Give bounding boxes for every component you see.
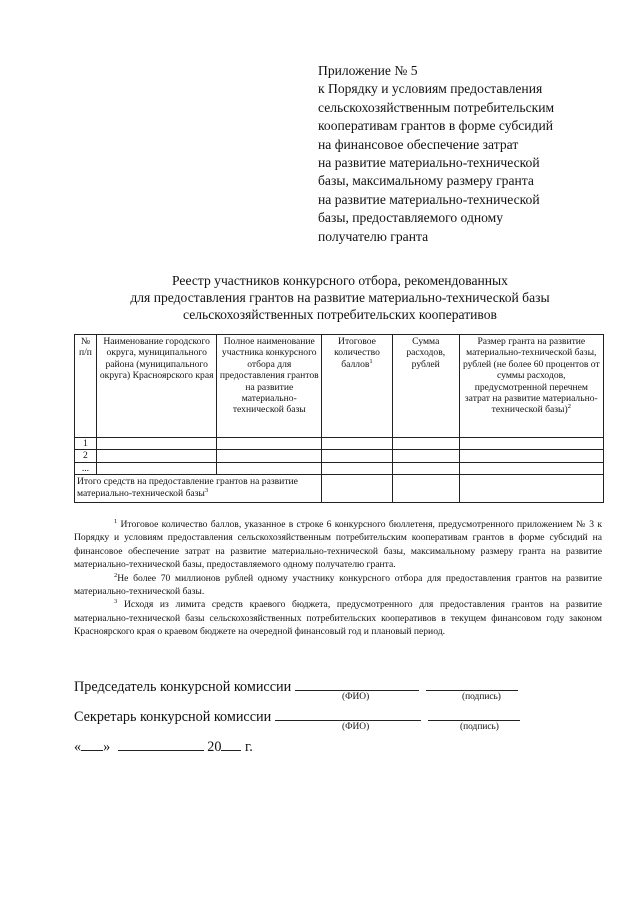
table-total-row (75, 475, 604, 503)
title-line: для предоставления грантов на развитие материально-технической базы (130, 290, 550, 305)
appendix-header (318, 62, 618, 246)
table-row (75, 450, 604, 462)
date-year-suffix: г. (245, 739, 253, 755)
secretary-signature-caption: (подпись) (460, 722, 499, 732)
table-cell (459, 475, 603, 503)
table-cell (96, 438, 217, 450)
footnote-text: Не более 70 миллионов рублей одному участнику конкурсного отбора для предоставления грантов на развитие материально-технической базы. (74, 572, 602, 598)
date-day-field[interactable] (81, 736, 103, 751)
footnotes (74, 518, 602, 639)
table-row (75, 438, 604, 450)
table-cell (459, 450, 603, 462)
table-cell (392, 462, 459, 474)
footnote-mark: 2 (567, 403, 571, 411)
footnote-mark: 2 (114, 571, 118, 579)
table-cell (96, 462, 217, 474)
table-cell (459, 438, 603, 450)
table-cell (322, 475, 393, 503)
header-number: № п/п (75, 335, 97, 438)
table-cell (459, 462, 603, 474)
footnote-3 (74, 598, 602, 638)
secretary-fio-field[interactable] (275, 706, 421, 721)
footnote-1 (74, 518, 602, 572)
table-cell (217, 462, 322, 474)
title-line: сельскохозяйственных потребительских кооперативов (183, 307, 497, 322)
date-line (74, 736, 253, 756)
table-cell (217, 438, 322, 450)
row-number: ... (75, 462, 97, 474)
title-line: Реестр участников конкурсного отбора, рекомендованных (172, 273, 508, 288)
total-label-cell (75, 475, 322, 503)
footnote-mark: 3 (204, 486, 209, 494)
secretary-label: Секретарь конкурсной комиссии (74, 709, 272, 725)
date-month-field[interactable] (118, 736, 204, 751)
appendix-line: базы, максимальному размеру гранта (318, 173, 534, 189)
row-number: 1 (75, 438, 97, 450)
secretary-signature-line (74, 706, 520, 726)
secretary-fio-caption: (ФИО) (342, 722, 370, 732)
header-expenses: Сумма расходов, рублей (392, 335, 459, 438)
table-cell (392, 450, 459, 462)
table-cell (322, 462, 393, 474)
appendix-line: на развитие материально-технической (318, 191, 540, 207)
appendix-line: к Порядку и условиям предоставления (318, 81, 543, 97)
appendix-line: кооперативам грантов в форме субсидий (318, 118, 554, 134)
table-cell (217, 450, 322, 462)
row-number: 2 (75, 450, 97, 462)
table-cell (96, 450, 217, 462)
table-cell (322, 450, 393, 462)
document-title (60, 272, 620, 323)
date-close-quote: » (103, 739, 111, 755)
date-open-quote: « (74, 739, 82, 755)
date-year-field[interactable] (221, 736, 241, 751)
table-cell (322, 438, 393, 450)
appendix-line: на развитие материально-технической (318, 155, 540, 171)
appendix-line: Приложение № 5 (318, 63, 418, 78)
appendix-line: сельскохозяйственным потребительским (318, 99, 555, 115)
footnote-text: Исходя из лимита средств краевого бюджета, предусмотренного для предоставления грантов на развитие материально-технической базы сельскохозяйственных потребительских кооперативов в текущем финансовом году законом Красноярского края о краевом бюджете на очередной финансовый год и плановый период. (74, 599, 602, 638)
chairman-fio-caption: (ФИО) (342, 692, 370, 702)
chairman-label: Председатель конкурсной комиссии (74, 679, 292, 695)
footnote-mark: 1 (369, 357, 373, 365)
appendix-line: базы, предоставляемого одному (318, 210, 504, 226)
chairman-signature-field[interactable] (426, 676, 518, 691)
header-municipality: Наименование городского округа, муниципального района (муниципального округа) Красноярского края (96, 335, 217, 438)
header-score-text: Итоговое количество баллов (334, 336, 380, 370)
date-year-prefix: 20 (207, 739, 222, 755)
header-grant-text: Размер гранта на развитие материально-технической базы, рублей (не более 60 процентов от суммы расходов, предусмотренной перечнем затрат на развитие материально-технической базы) (462, 336, 600, 416)
header-grant (459, 335, 603, 438)
appendix-line: получателю гранта (318, 228, 429, 244)
appendix-line: на финансовое обеспечение затрат (318, 136, 519, 152)
footnote-text: Итоговое количество баллов, указанное в строке 6 конкурсного бюллетеня, предусмотренного приложением № 3 к Порядку и условиям предоставления сельскохозяйственным потребительским кооперативам грантов в форме субсидий на финансовое обеспечение затрат на развитие материально-технической базы, максимальному размеру гранта на развитие материально-технической базы, предоставляемого одному получателю гранта. (74, 519, 602, 571)
table-cell (392, 438, 459, 450)
header-score (322, 335, 393, 438)
table-header-row (75, 335, 604, 438)
footnote-2 (74, 572, 602, 599)
total-label: Итого средств на предоставление грантов на развитие материально-технической базы (77, 476, 298, 499)
table-cell (392, 475, 459, 503)
header-participant: Полное наименование участника конкурсного отбора для предоставления грантов на развитие материально-технической базы (217, 335, 322, 438)
chairman-signature-caption: (подпись) (462, 692, 501, 702)
registry-table (74, 334, 604, 503)
table-row (75, 462, 604, 474)
footnote-mark: 3 (114, 598, 118, 606)
footnote-mark: 1 (114, 517, 118, 525)
chairman-signature-line (74, 676, 518, 696)
secretary-signature-field[interactable] (428, 706, 520, 721)
chairman-fio-field[interactable] (295, 676, 419, 691)
